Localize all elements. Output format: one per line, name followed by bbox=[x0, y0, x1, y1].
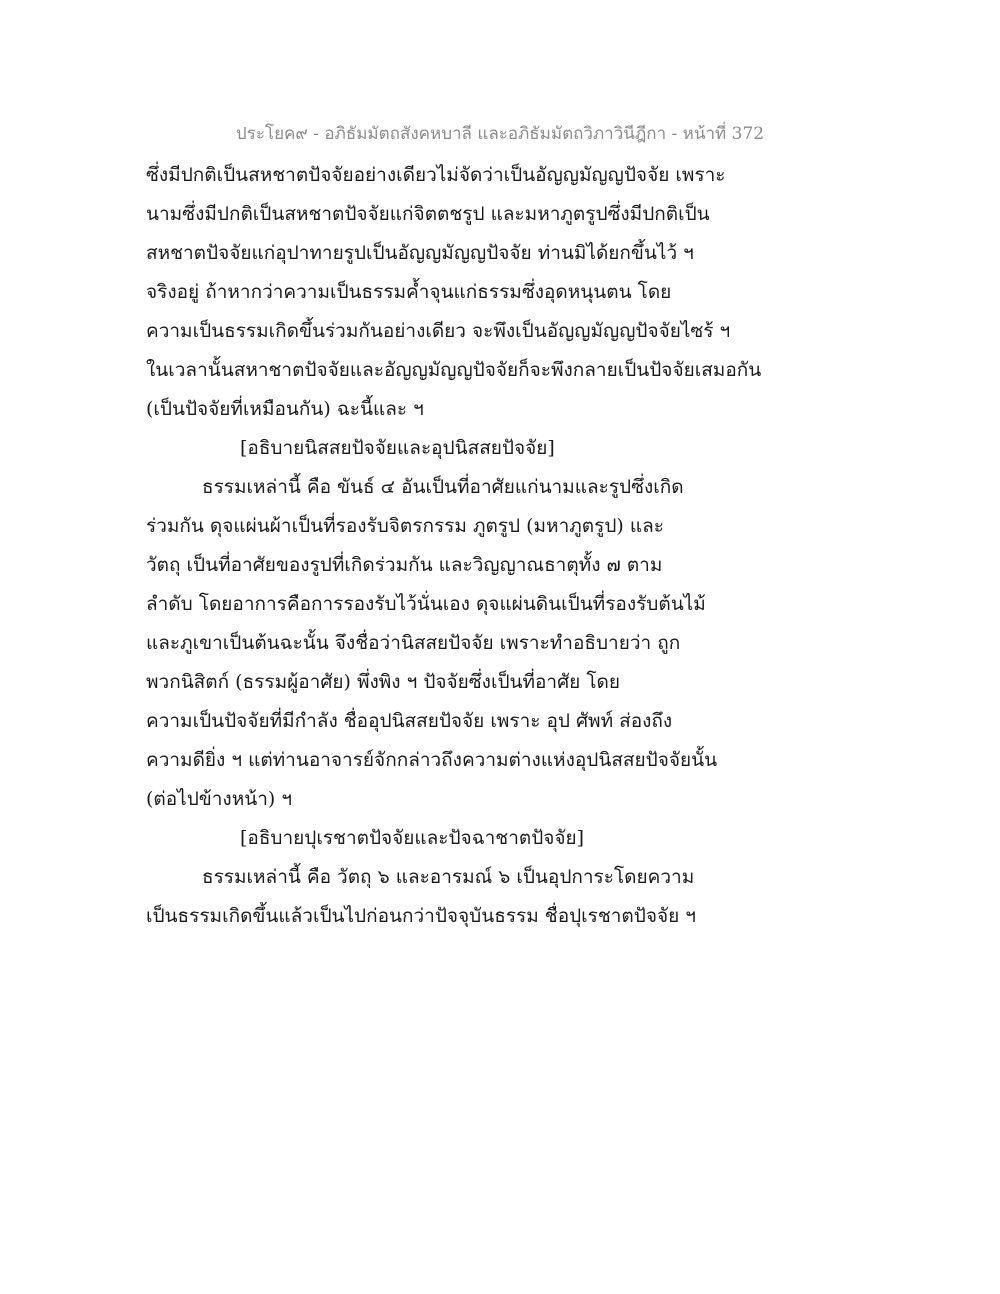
text-line: ความดียิ่ง ฯ แต่ท่านอาจารย์จักกล่าวถึงความต่างแห่งอุปนิสสยปัจจัยนั้น bbox=[146, 749, 718, 771]
text-line: พวกนิสิตก์ (ธรรมผู้อาศัย) พึ่งพิง ฯ ปัจจัยซึ่งเป็นที่อาศัย โดย bbox=[146, 671, 621, 693]
paragraph-first-line: ธรรมเหล่านี้ คือ วัตถุ ๖ และอารมณ์ ๖ เป็นอุปการะโดยความ bbox=[202, 866, 695, 888]
text-line: ความเป็นธรรมเกิดขึ้นร่วมกันอย่างเดียว จะพึงเป็นอัญญมัญญปัจจัยไซร้ ฯ bbox=[146, 320, 731, 342]
text-line: ร่วมกัน ดุจแผ่นผ้าเป็นที่รองรับจิตรกรรม ภูตรูป (มหาภูตรูป) และ bbox=[146, 515, 664, 537]
text-line: ความเป็นปัจจัยที่มีกำลัง ชื่ออุปนิสสยปัจจัย เพราะ อุป ศัพท์ ส่องถึง bbox=[146, 710, 673, 732]
text-line: นามซึ่งมีปกติเป็นสหชาตปัจจัยแก่จิตตชรูป และมหาภูตรูปซึ่งมีปกติเป็น bbox=[146, 203, 710, 225]
text-line: เป็นธรรมเกิดขึ้นแล้วเป็นไปก่อนกว่าปัจจุบันธรรม ชื่อปุเรชาตปัจจัย ฯ bbox=[146, 905, 696, 927]
text-line: และภูเขาเป็นต้นฉะนั้น จึงชื่อว่านิสสยปัจจัย เพราะทำอธิบายว่า ถูก bbox=[146, 632, 681, 654]
text-line: จริงอยู่ ถ้าหากว่าความเป็นธรรมค้ำจุนแก่ธรรมซึ่งอุดหนุนตน โดย bbox=[146, 281, 672, 303]
text-line: สหชาตปัจจัยแก่อุปาทายรูปเป็นอัญญมัญญปัจจัย ท่านมิได้ยกขึ้นไว้ ฯ bbox=[146, 242, 694, 264]
section-heading: [อธิบายนิสสยปัจจัยและอุปนิสสยปัจจัย] bbox=[240, 437, 555, 459]
paragraph-first-line: ธรรมเหล่านี้ คือ ขันธ์ ๔ อันเป็นที่อาศัยแก่นามและรูปซึ่งเกิด bbox=[202, 476, 684, 498]
text-line: ซึ่งมีปกติเป็นสหชาตปัจจัยอย่างเดียวไม่จัดว่าเป็นอัญญมัญญปัจจัย เพราะ bbox=[146, 164, 726, 186]
body-text bbox=[146, 156, 786, 936]
text-line: ในเวลานั้นสหาชาตปัจจัยและอัญญมัญญปัจจัยก็จะพึงกลายเป็นปัจจัยเสมอกัน bbox=[146, 359, 762, 381]
page-header: ประโยค๙ - อภิธัมมัตถสังคหบาลี และอภิธัมมัตถวิภาวินีฎีกา - หน้าที่ 372 bbox=[235, 124, 765, 144]
text-line: วัตถุ เป็นที่อาศัยของรูปที่เกิดร่วมกัน และวิญญาณธาตุทั้ง ๗ ตาม bbox=[146, 554, 663, 576]
section-heading: [อธิบายปุเรชาตปัจจัยและปัจฉาชาตปัจจัย] bbox=[240, 827, 585, 849]
text-line: (ต่อไปข้างหน้า) ฯ bbox=[146, 788, 293, 810]
text-line: ลำดับ โดยอาการคือการรองรับไว้นั่นเอง ดุจแผ่นดินเป็นที่รองรับต้นไม้ bbox=[146, 593, 706, 615]
text-line: (เป็นปัจจัยที่เหมือนกัน) ฉะนี้และ ฯ bbox=[146, 398, 424, 420]
